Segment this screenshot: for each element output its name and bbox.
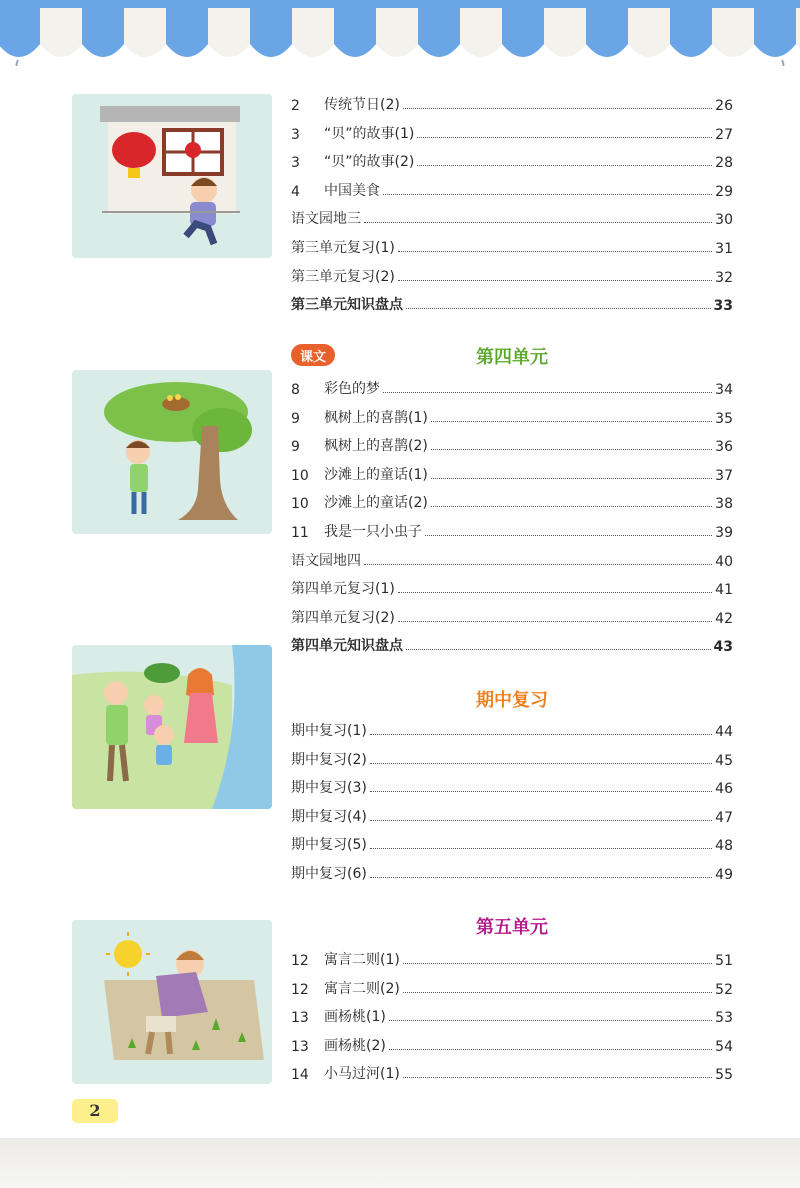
entry-title: 语文园地四 — [291, 552, 361, 569]
awning-stripe — [628, 8, 670, 57]
entry-title: 第三单元复习(1) — [291, 240, 395, 256]
dot-leader — [398, 621, 712, 622]
awning-stripe — [82, 8, 124, 57]
entry-page-number: 43 — [713, 639, 733, 656]
toc-entry[interactable] — [291, 633, 733, 655]
dot-leader — [431, 478, 712, 479]
dot-leader — [431, 449, 712, 450]
dot-leader — [431, 421, 712, 422]
awning-stripe — [292, 8, 334, 57]
entry-page-number: 48 — [715, 838, 733, 855]
entry-title: 中国美食 — [324, 182, 380, 199]
entry-title: 第四单元知识盘点 — [291, 638, 403, 655]
toc-entry[interactable] — [291, 433, 733, 455]
awning-stripe — [250, 8, 292, 57]
entry-title: 期中复习(1) — [291, 723, 367, 739]
entry-number: 4 — [291, 183, 300, 200]
entry-page-number: 47 — [715, 809, 733, 826]
entry-page-number: 32 — [715, 269, 733, 286]
entry-page-number: 29 — [715, 183, 733, 200]
unit5-heading: 第五单元 — [476, 917, 548, 938]
entry-page-number: 40 — [715, 553, 733, 570]
toc-entry[interactable] — [291, 1033, 733, 1055]
entry-number: 12 — [291, 953, 309, 969]
toc-entry[interactable] — [291, 718, 733, 740]
awning-stripe — [376, 8, 418, 57]
entry-page-number: 27 — [715, 126, 733, 143]
entry-title: “贝”的故事(2) — [324, 154, 415, 171]
entry-title: “贝”的故事(1) — [324, 125, 415, 142]
toc-entry[interactable] — [291, 292, 733, 314]
entry-title: 第三单元知识盘点 — [291, 297, 403, 314]
dot-leader — [370, 877, 712, 878]
entry-title: 期中复习(2) — [291, 751, 367, 768]
entry-page-number: 34 — [715, 382, 733, 398]
entry-page-number: 41 — [715, 582, 733, 599]
entry-number: 13 — [291, 1038, 309, 1055]
toc-entry[interactable] — [291, 121, 733, 143]
awning-stripe — [544, 8, 586, 57]
awning-stripe — [712, 8, 754, 57]
entry-title: 画杨桃(1) — [324, 1009, 386, 1026]
toc-entry[interactable] — [291, 462, 733, 484]
awning-stripe — [418, 8, 460, 57]
toc-entry[interactable] — [291, 605, 733, 627]
entry-title: 期中复习(5) — [291, 837, 367, 854]
entry-title: 枫树上的喜鹊(2) — [324, 438, 428, 455]
toc-entry[interactable] — [291, 235, 733, 257]
dot-leader — [398, 251, 712, 252]
dot-leader — [370, 791, 712, 792]
entry-page-number: 33 — [713, 298, 733, 315]
entry-number: 12 — [291, 981, 309, 998]
illustration-family-walk — [72, 645, 272, 809]
entry-title: 我是一只小虫子 — [324, 524, 422, 540]
awning-stripe — [670, 8, 712, 57]
entry-page-number: 28 — [715, 155, 733, 172]
entry-number: 2 — [291, 98, 300, 114]
entry-page-number: 30 — [715, 212, 733, 229]
dot-leader — [364, 222, 712, 223]
toc-entry[interactable] — [291, 376, 733, 398]
toc-entry[interactable] — [291, 1004, 733, 1026]
entry-page-number: 36 — [715, 439, 733, 456]
entry-number: 8 — [291, 382, 300, 398]
entry-title: 第三单元复习(2) — [291, 268, 395, 285]
toc-entry[interactable] — [291, 405, 733, 427]
entry-title: 彩色的梦 — [324, 381, 380, 397]
dot-leader — [383, 194, 712, 195]
entry-title: 传统节日(2) — [324, 97, 400, 113]
entry-page-number: 44 — [715, 724, 733, 740]
awning-stripe — [586, 8, 628, 57]
toc-entry[interactable] — [291, 804, 733, 826]
toc-entry[interactable] — [291, 490, 733, 512]
awning-stripe — [754, 8, 796, 57]
unit4-heading: 第四单元 — [476, 347, 548, 368]
lesson-badge: 课文 — [291, 344, 335, 366]
dot-leader — [417, 137, 712, 138]
entry-page-number: 31 — [715, 241, 733, 257]
entry-page-number: 37 — [715, 467, 733, 484]
entry-title: 枫树上的喜鹊(1) — [324, 409, 428, 426]
dot-leader — [389, 1049, 712, 1050]
toc-entry[interactable] — [291, 1061, 733, 1083]
toc-entry[interactable] — [291, 775, 733, 797]
entry-page-number: 49 — [715, 867, 733, 883]
dot-leader — [370, 734, 712, 735]
dot-leader — [389, 1020, 712, 1021]
dot-leader — [370, 820, 712, 821]
toc-entry[interactable] — [291, 206, 733, 228]
awning-decoration — [0, 0, 800, 66]
entry-page-number: 42 — [715, 610, 733, 627]
dot-leader — [398, 592, 712, 593]
entry-number: 3 — [291, 126, 300, 143]
entry-page-number: 46 — [715, 781, 733, 798]
dot-leader — [431, 506, 712, 507]
toc-entry[interactable] — [291, 947, 733, 969]
midterm-heading: 期中复习 — [476, 690, 548, 711]
entry-title: 画杨桃(2) — [324, 1037, 386, 1054]
entry-number: 10 — [291, 496, 309, 513]
dot-leader — [364, 564, 712, 565]
dot-leader — [370, 763, 712, 764]
toc-entry[interactable] — [291, 519, 733, 541]
entry-number: 3 — [291, 155, 300, 172]
entry-title: 寓言二则(1) — [324, 952, 400, 968]
entry-page-number: 51 — [715, 953, 733, 969]
dot-leader — [403, 992, 712, 993]
dot-leader — [417, 165, 712, 166]
entry-number: 13 — [291, 1010, 309, 1027]
awning-stripe — [208, 8, 250, 57]
entry-page-number: 55 — [715, 1067, 733, 1084]
entry-page-number: 35 — [715, 410, 733, 427]
toc-entry[interactable] — [291, 576, 733, 598]
dot-leader — [403, 108, 712, 109]
illustration-boy-lantern — [72, 94, 272, 258]
dot-leader — [406, 649, 711, 650]
entry-page-number: 53 — [715, 1010, 733, 1027]
awning-stripe — [0, 8, 40, 57]
entry-page-number: 39 — [715, 525, 733, 541]
entry-number: 11 — [291, 525, 309, 541]
toc-entry[interactable] — [291, 548, 733, 570]
entry-number: 9 — [291, 410, 300, 427]
dot-leader — [403, 963, 712, 964]
toc-entry[interactable] — [291, 264, 733, 286]
awning-stripe — [502, 8, 544, 57]
entry-number: 14 — [291, 1067, 309, 1084]
entry-title: 沙滩上的童话(1) — [324, 466, 428, 483]
entry-page-number: 45 — [715, 752, 733, 769]
entry-title: 寓言二则(2) — [324, 980, 400, 997]
awning-stripe — [124, 8, 166, 57]
awning-stripe — [40, 8, 82, 57]
dot-leader — [370, 848, 712, 849]
toc-entry[interactable] — [291, 178, 733, 200]
entry-page-number: 52 — [715, 981, 733, 998]
entry-title: 第四单元复习(2) — [291, 609, 395, 626]
dot-leader — [398, 280, 712, 281]
illustration-farmer-sun — [72, 920, 272, 1084]
illustration-boy-tree — [72, 370, 272, 534]
awning-stripe — [460, 8, 502, 57]
toc-entry[interactable] — [291, 861, 733, 883]
toc-entry[interactable] — [291, 149, 733, 171]
entry-title: 期中复习(3) — [291, 780, 367, 797]
entry-page-number: 26 — [715, 98, 733, 114]
entry-number: 10 — [291, 467, 309, 484]
page-bottom-shadow — [0, 1138, 800, 1188]
entry-title: 小马过河(1) — [324, 1066, 400, 1083]
entry-title: 期中复习(6) — [291, 866, 367, 882]
entry-title: 语文园地三 — [291, 211, 361, 228]
dot-leader — [406, 308, 711, 309]
toc-entry[interactable] — [291, 92, 733, 114]
toc-entry[interactable] — [291, 747, 733, 769]
entry-title: 第四单元复习(1) — [291, 581, 395, 598]
dot-leader — [425, 535, 712, 536]
awning-stripe — [334, 8, 376, 57]
toc-entry[interactable] — [291, 976, 733, 998]
page-number: 2 — [72, 1099, 118, 1123]
entry-title: 沙滩上的童话(2) — [324, 495, 428, 512]
dot-leader — [383, 392, 712, 393]
awning-stripe — [796, 8, 800, 57]
entry-number: 9 — [291, 439, 300, 456]
entry-title: 期中复习(4) — [291, 808, 367, 825]
entry-page-number: 38 — [715, 496, 733, 513]
toc-entry[interactable] — [291, 832, 733, 854]
dot-leader — [403, 1077, 712, 1078]
entry-page-number: 54 — [715, 1038, 733, 1055]
awning-stripe — [166, 8, 208, 57]
